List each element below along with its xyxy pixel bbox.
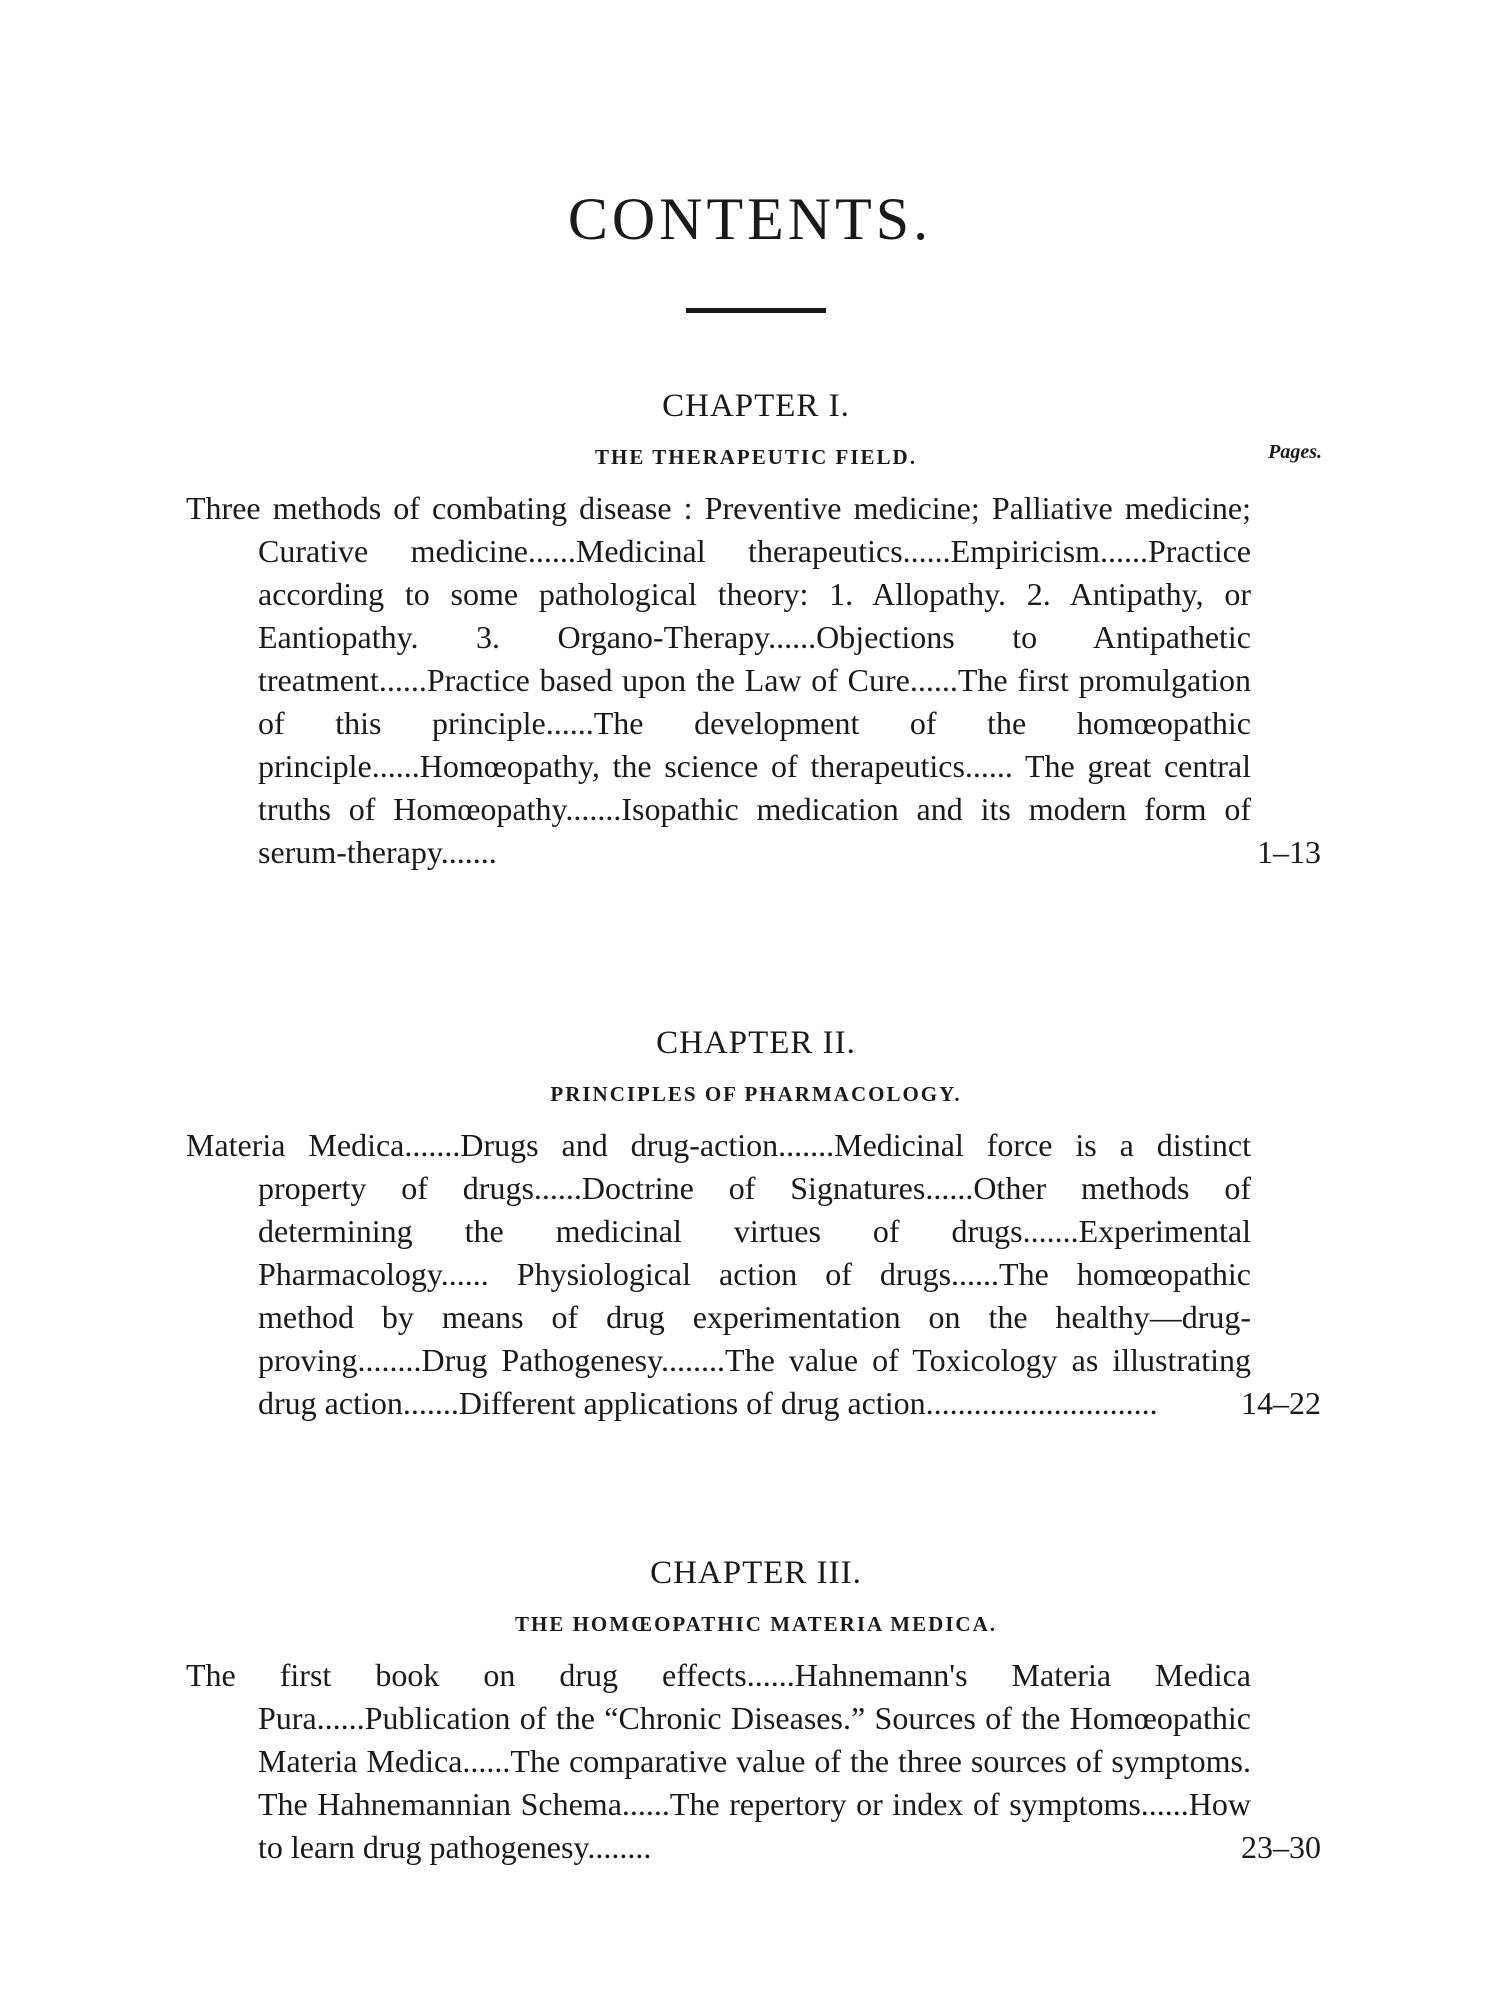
pages-column-label: Pages. (1268, 441, 1322, 463)
chapter-subtitle: THE HOMŒOPATHIC MATERIA MEDICA. (514, 1612, 997, 1636)
chapter-heading: CHAPTER II. (656, 1025, 856, 1061)
chapter-heading: CHAPTER III. (650, 1555, 862, 1591)
chapter-subtitle-row (0, 1082, 1500, 1118)
chapter-subtitle: THE THERAPEUTIC FIELD. (595, 445, 917, 469)
chapter-summary (186, 487, 1321, 874)
chapter-2 (0, 1025, 1500, 1425)
chapter-summary-text: Three methods of combating disease : Preventive medicine; Palliative medicine; Curative medicine......Medicinal therapeutics......Empiricism......Practice according to some pathological theory: 1. Allopathy. 2. Antipathy, or Eantiopathy. 3. Organo-Therapy......Objections to Antipathetic treatment......Practice based upon the Law of Cure......The first promulgation of this principle......The development of the homœopathic principle......Homœopathy, the science of therapeutics...... The great central truths of Homœopathy.......Isopathic medication and its modern form of serum-therapy....... (186, 490, 1251, 870)
title-rule (686, 308, 826, 313)
page-range: 14–22 (1241, 1385, 1321, 1421)
chapter-summary-text: Materia Medica.......Drugs and drug-action.......Medicinal force is a distinct property of drugs......Doctrine of Signatures......Other methods of determining the medicinal virtues of drugs.......Experimental Pharmacology...... Physiological action of drugs......The homœopathic method by means of drug experimentation on the healthy—drug-proving........Drug Pathogenesy........The value of Toxicology as illustrating drug action.......Different applications of drug action............................. (186, 1127, 1251, 1421)
chapter-1 (0, 388, 1500, 874)
page-range: 1–13 (1257, 834, 1321, 870)
chapter-heading: CHAPTER I. (662, 388, 850, 424)
chapter-summary-text: The first book on drug effects......Hahnemann's Materia Medica Pura......Publication of the “Chronic Diseases.” Sources of the Homœopathic Materia Medica......The comparative value of the three sources of symptoms. The Hahnemannian Schema......The repertory or index of symptoms......How to learn drug pathogenesy........ (186, 1657, 1251, 1865)
chapter-subtitle: PRINCIPLES OF PHARMACOLOGY. (550, 1082, 962, 1106)
chapter-subtitle-row (0, 1612, 1500, 1648)
page-title: CONTENTS. (567, 186, 933, 252)
chapter-summary (186, 1124, 1321, 1425)
chapter-3 (0, 1555, 1500, 1869)
chapter-summary (186, 1654, 1321, 1869)
chapter-subtitle-row (0, 441, 1500, 481)
page-range: 23–30 (1241, 1829, 1321, 1865)
